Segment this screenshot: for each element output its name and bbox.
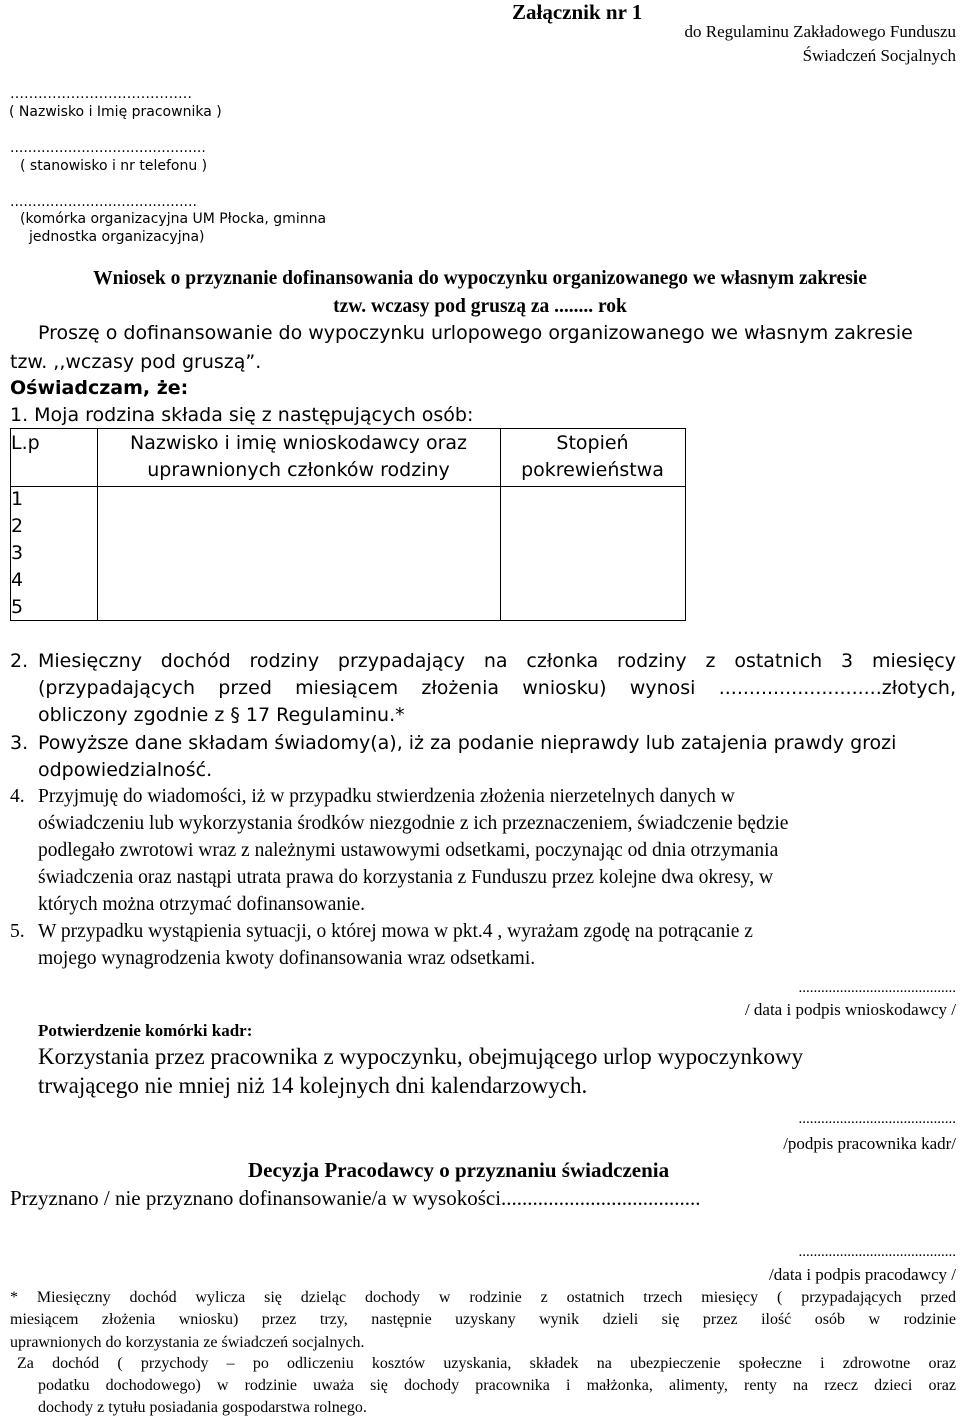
position-field-dots: ............................................: [10, 140, 206, 156]
hr-confirmation-line2: trwającego nie mniej niż 14 kolejnych dni kalendarzowych.: [38, 1073, 588, 1098]
annex-reference-line2: Świadczeń Socjalnych: [802, 46, 956, 65]
item-4-line1: Przyjmuję do wiadomości, iż w przypadku stwierdzenia złożenia nierzetelnych danych w: [38, 786, 735, 807]
item-4-line3: podlegało zwrotowi wraz z należnymi ustawowymi odsetkami, poczynając od dnia otrzymania: [38, 840, 779, 861]
declaration-heading: Oświadczam, że:: [10, 377, 189, 399]
request-line2: tzw. ,,wczasy pod gruszą”.: [10, 351, 262, 373]
item-2-number: 2.: [10, 650, 29, 672]
declaration-item-1: 1. Moja rodzina składa się z następujących osób:: [10, 404, 474, 426]
table-row-number: 1: [11, 488, 24, 510]
decision-line: Przyznano / nie przyznano dofinansowanie/a w wysokości......................................: [10, 1186, 701, 1210]
item-4-line2: oświadczeniu lub wykorzystania środków niezgodnie z ich przeznaczeniem, świadczenie będzie: [38, 813, 789, 834]
application-title-line2: tzw. wczasy pod gruszą za ........ rok: [333, 296, 627, 317]
item-4-line4: świadczenia oraz nastąpi utrata prawa do korzystania z Funduszu przez kolejne dwa okresy, w: [38, 867, 774, 888]
item-2-line3: obliczony zgodnie z § 17 Regulaminu.*: [38, 704, 405, 726]
hr-confirmation-line1: Korzystania przez pracownika z wypoczynku, obejmującego urlop wypoczynkowy: [38, 1044, 804, 1069]
application-title-line1: Wniosek o przyznanie dofinansowania do wypoczynku organizowanego we własnym zakresie: [93, 268, 867, 289]
footnote-2-line3: dochody z tytułu posiadania gospodarstwa rolnego.: [38, 1399, 367, 1416]
table-row-number: 4: [11, 569, 24, 591]
footnote-1-line1: * Miesięczny dochód wylicza się dzieląc dochody w rodzinie z ostatnich trzech miesięcy ( przypadających przed: [10, 1289, 956, 1306]
footnote-1-line2: miesiącem złożenia wniosku) przez trzy, następnie uzyskany wynik dzieli się przez ilość osób w rodzinie: [10, 1311, 956, 1328]
annex-reference-line1: do Regulaminu Zakładowego Funduszu: [684, 22, 956, 41]
name-field-label: ( Nazwisko i Imię pracownika ): [9, 104, 222, 120]
employer-signature-label: /data i podpis pracodawcy /: [769, 1265, 956, 1284]
item-4-line5: których można otrzymać dofinansowanie.: [38, 894, 366, 915]
unit-field-label-line2: jednostka organizacyjna): [29, 229, 205, 245]
table-header-name-line1: Nazwisko i imię wnioskodawcy oraz: [129, 432, 467, 454]
item-3-number: 3.: [10, 732, 29, 754]
item-5-line1: W przypadku wystąpienia sytuacji, o której mowa w pkt.4 , wyrażam zgodę na potrącanie z: [38, 921, 753, 942]
table-header-relation-line1: Stopień: [556, 432, 629, 454]
item-5-line2: mojego wynagrodzenia kwoty dofinansowania wraz odsetkami.: [38, 948, 536, 969]
applicant-signature-dots: ..........................................: [798, 980, 956, 996]
item-2-line1: Miesięczny dochód rodziny przypadający na członka rodziny z ostatnich 3 miesięcy: [38, 650, 956, 672]
footnote-2-line2: podatku dochodowego) w rodzinie uważa się dochody pracownika i małżonka, alimenty, renty na rzecz dzieci oraz: [38, 1377, 956, 1394]
hr-signature-label: /podpis pracownika kadr/: [783, 1134, 956, 1153]
item-3-line1: Powyższe dane składam świadomy(a), iż za podanie nieprawdy lub zatajenia prawdy grozi: [38, 732, 897, 754]
footnote-1-line3: uprawnionych do korzystania ze świadczeń socjalnych.: [10, 1334, 365, 1351]
family-members-table: [10, 428, 686, 621]
decision-heading: Decyzja Pracodawcy o przyznaniu świadczenia: [248, 1158, 670, 1182]
hr-confirmation-heading: Potwierdzenie komórki kadr:: [38, 1021, 253, 1040]
table-row-number: 3: [11, 542, 24, 564]
applicant-signature-label: / data i podpis wnioskodawcy /: [744, 1000, 956, 1019]
unit-field-label-line1: (komórka organizacyjna UM Płocka, gminna: [20, 211, 327, 227]
table-row-number: 2: [11, 515, 24, 537]
request-line1: Proszę o dofinansowanie do wypoczynku urlopowego organizowanego we własnym zakresie: [38, 322, 913, 344]
item-5-number: 5.: [10, 921, 25, 942]
name-field-dots: …………………………………: [10, 86, 192, 102]
table-header-relation-line2: pokrewieństwa: [521, 459, 664, 481]
item-3-line2: odpowiedzialność.: [38, 759, 213, 781]
footnote-2-line1: Za dochód ( przychody – po odliczeniu kosztów uzyskania, składek na ubezpieczenie społeczne i zdrowotne oraz: [17, 1355, 956, 1372]
hr-signature-dots: ..........................................: [798, 1111, 956, 1127]
table-header-name-line2: uprawnionych członków rodziny: [147, 459, 450, 481]
table-row-number: 5: [11, 596, 24, 618]
item-4-number: 4.: [10, 786, 25, 807]
employer-signature-dots: ..........................................: [798, 1244, 956, 1260]
item-2-line2: (przypadających przed miesiącem złożenia wniosku) wynosi ...........................złotych,: [38, 677, 956, 699]
annex-title: Załącznik nr 1: [512, 0, 643, 24]
position-field-label: ( stanowisko i nr telefonu ): [20, 158, 208, 174]
table-header-lp: L.p: [11, 432, 40, 454]
unit-field-dots: ..........................................: [10, 194, 197, 210]
